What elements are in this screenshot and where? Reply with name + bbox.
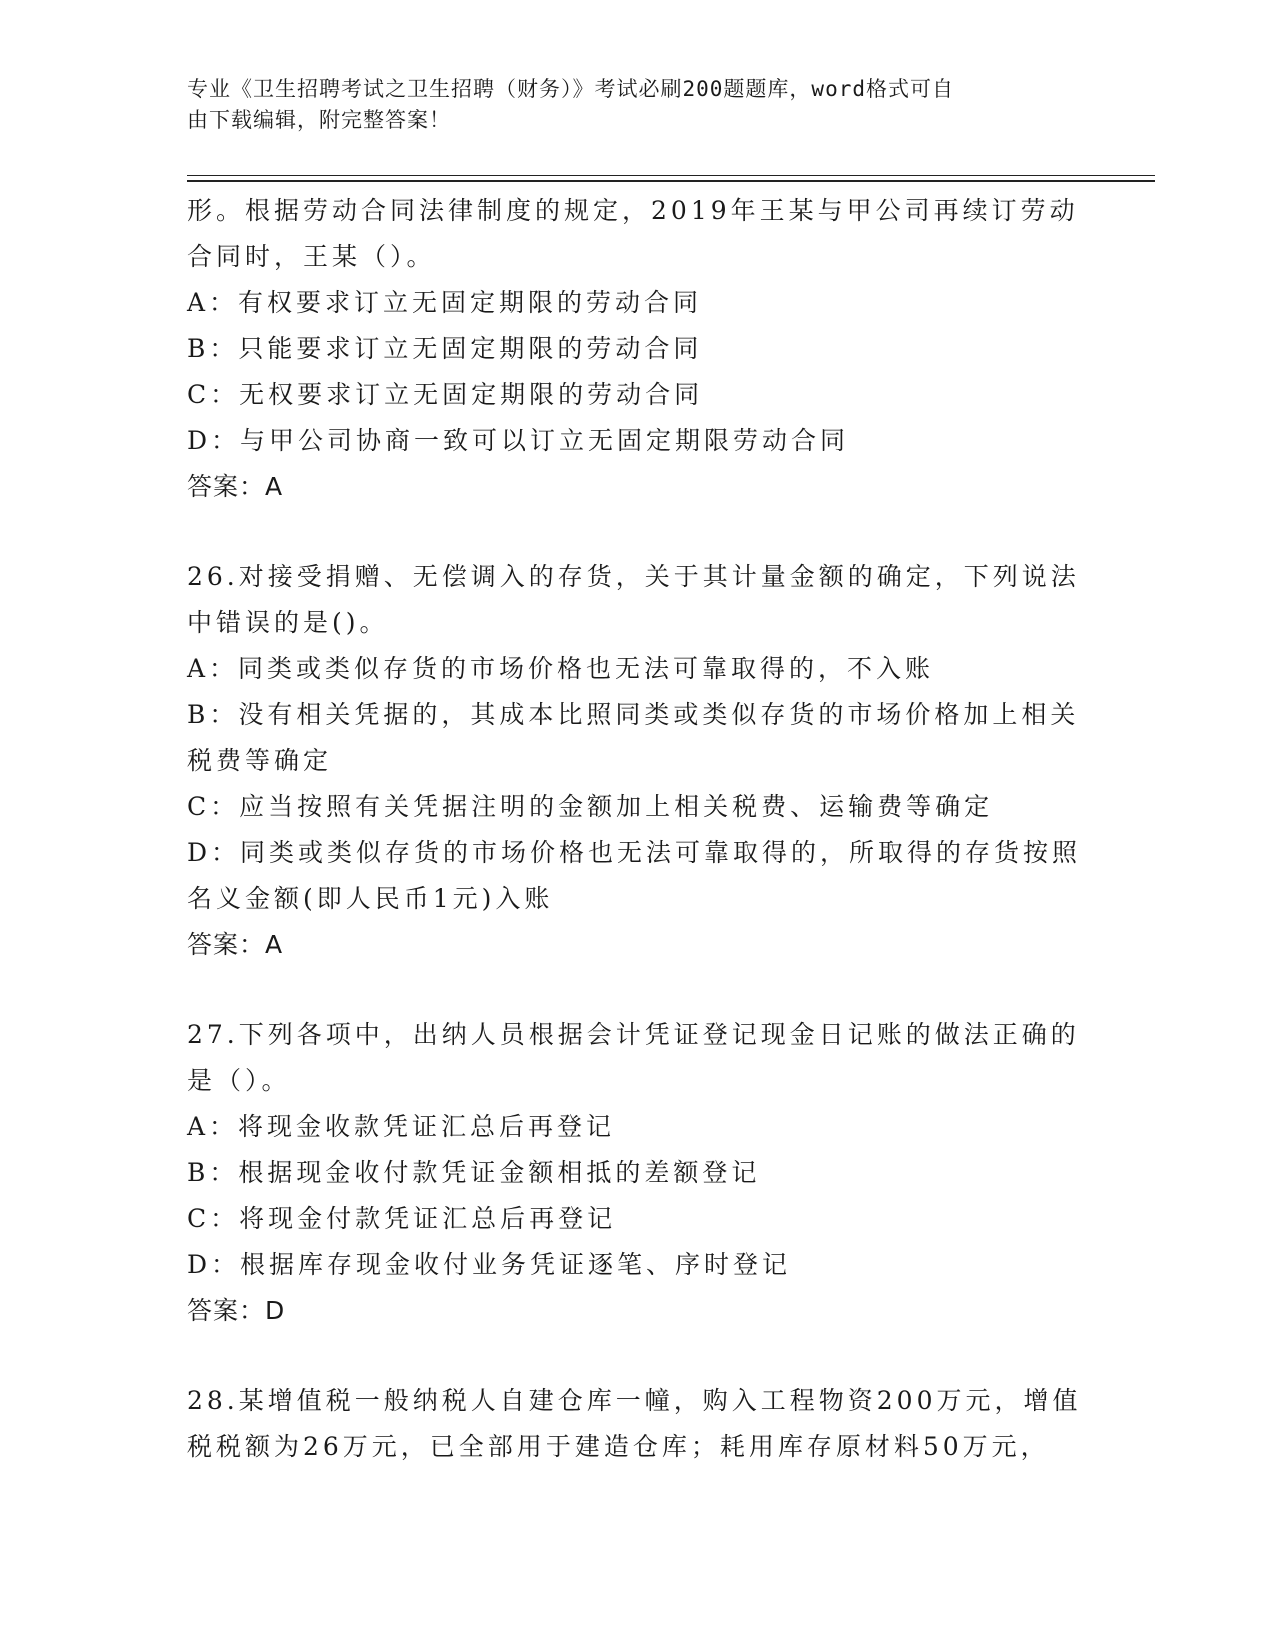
option-a: A：有权要求订立无固定期限的劳动合同 [187, 288, 703, 317]
header-divider-top [187, 175, 1155, 176]
header-divider-bottom [187, 180, 1155, 182]
question-27 [187, 1012, 1087, 1334]
answer-line: 答案：A [187, 472, 284, 501]
question-list [187, 188, 1087, 1470]
option-b-continued: 税费等确定 [187, 746, 333, 775]
question-stem-line: 税税额为26万元，已全部用于建造仓库；耗用库存原材料50万元， [187, 1432, 1050, 1461]
answer-line: 答案：D [187, 1296, 286, 1325]
option-b: B：只能要求订立无固定期限的劳动合同 [187, 334, 703, 363]
option-a: A：将现金收款凭证汇总后再登记 [187, 1112, 616, 1141]
option-d: D：同类或类似存货的市场价格也无法可靠取得的，所取得的存货按照 [187, 838, 1082, 867]
question-stem-line: 28.某增值税一般纳税人自建仓库一幢，购入工程物资200万元，增值 [187, 1386, 1082, 1415]
question-stem-line: 中错误的是()。 [187, 608, 389, 637]
option-d-continued: 名义金额(即人民币1元)入账 [187, 884, 554, 913]
question-stem-line: 26.对接受捐赠、无偿调入的存货，关于其计量金额的确定，下列说法 [187, 562, 1080, 591]
question-stem-line: 形。根据劳动合同法律制度的规定，2019年王某与甲公司再续订劳动 [187, 196, 1079, 225]
question-stem-line: 合同时，王某（）。 [187, 242, 436, 271]
question-25 [187, 188, 1087, 510]
answer-line: 答案：A [187, 930, 284, 959]
option-b: B：根据现金收付款凭证金额相抵的差额登记 [187, 1158, 761, 1187]
option-b: B：没有相关凭据的，其成本比照同类或类似存货的市场价格加上相关 [187, 700, 1080, 729]
option-c: C：无权要求订立无固定期限的劳动合同 [187, 380, 704, 409]
option-d: D：根据库存现金收付业务凭证逐笔、序时登记 [187, 1250, 792, 1279]
page-header [187, 74, 1067, 136]
header-line-2: 由下载编辑，附完整答案！ [187, 108, 451, 132]
header-line-1: 专业《卫生招聘考试之卫生招聘（财务）》考试必刷200题题库，word格式可自 [187, 77, 954, 101]
question-26 [187, 554, 1087, 968]
question-28 [187, 1378, 1087, 1470]
option-c: C：将现金付款凭证汇总后再登记 [187, 1204, 617, 1233]
question-stem-line: 是（）。 [187, 1066, 291, 1095]
question-stem-line: 27.下列各项中，出纳人员根据会计凭证登记现金日记账的做法正确的 [187, 1020, 1080, 1049]
option-c: C：应当按照有关凭据注明的金额加上相关税费、运输费等确定 [187, 792, 994, 821]
option-a: A：同类或类似存货的市场价格也无法可靠取得的，不入账 [187, 654, 935, 683]
option-d: D：与甲公司协商一致可以订立无固定期限劳动合同 [187, 426, 850, 455]
